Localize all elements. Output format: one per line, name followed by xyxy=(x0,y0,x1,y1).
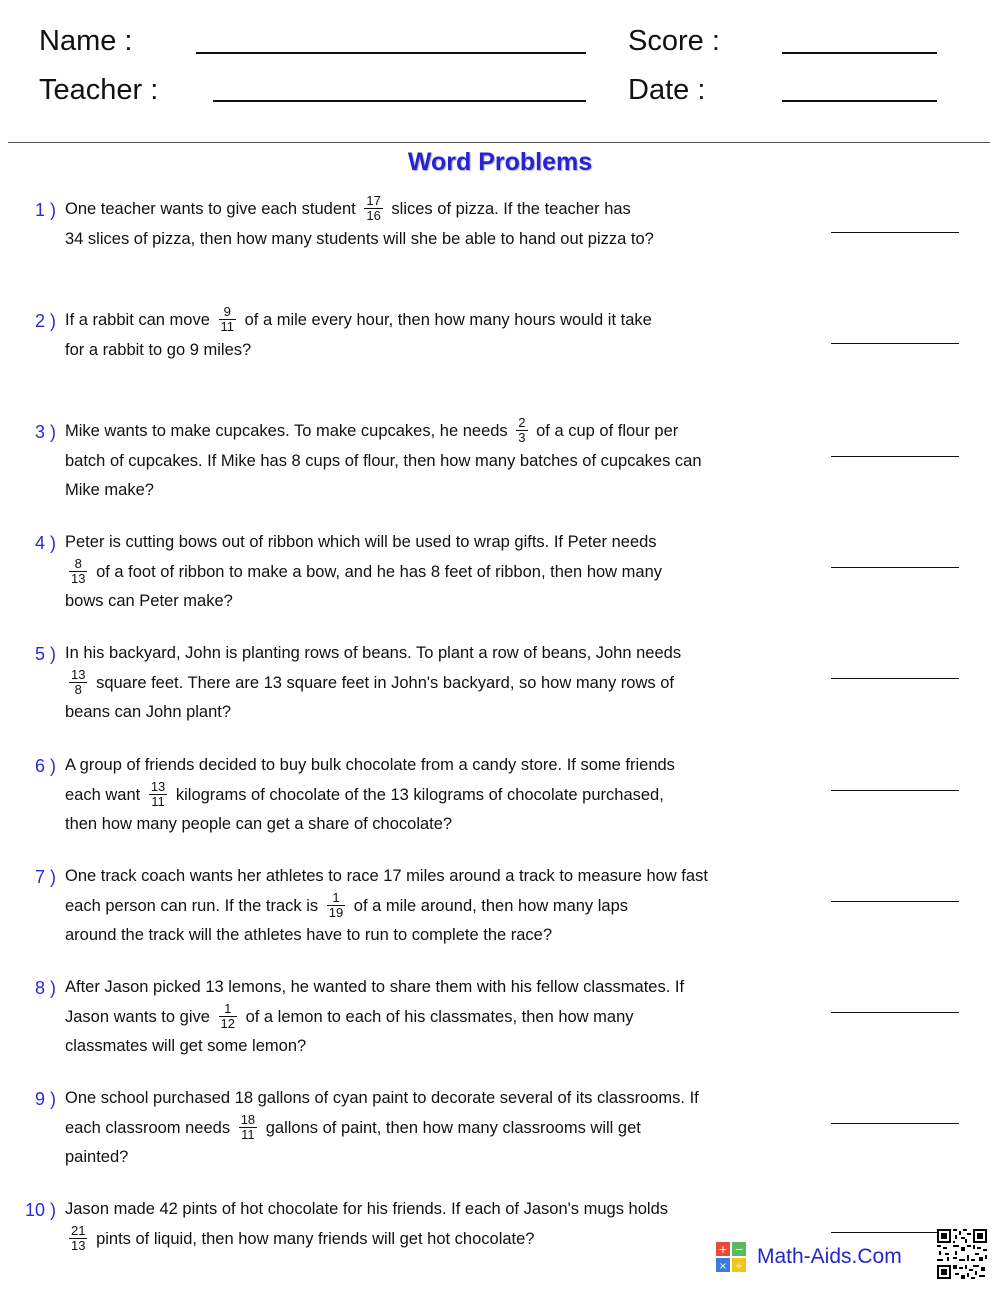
problem-text-line xyxy=(65,336,785,366)
problem-item xyxy=(0,1084,1000,1184)
fraction-numerator: 13 xyxy=(150,778,166,794)
text-segment: classmates will get some lemon? xyxy=(65,1037,307,1056)
text-segment: Mike make? xyxy=(65,481,154,500)
problem-number: 3 ) xyxy=(34,422,56,442)
problem-text xyxy=(65,973,785,1062)
text-segment: Jason wants to give xyxy=(65,1007,210,1026)
problem-text-line xyxy=(65,225,785,255)
fraction-denominator: 16 xyxy=(366,208,381,224)
problem-text xyxy=(65,528,785,617)
answer-blank[interactable] xyxy=(831,232,959,233)
problem-item xyxy=(0,417,1000,517)
page-title: Word Problems xyxy=(407,148,593,176)
fraction xyxy=(239,1113,257,1142)
problem-text xyxy=(65,862,785,951)
text-segment: slices of pizza. If the teacher has xyxy=(391,200,631,218)
text-segment: of a cup of flour per xyxy=(536,422,679,440)
date-label: Date : xyxy=(628,74,706,106)
fraction-denominator: 11 xyxy=(220,319,235,335)
text-segment: Peter is cutting bows out of ribbon which will be used to wrap gifts. If Peter needs xyxy=(65,533,657,551)
fraction-numerator: 21 xyxy=(71,1222,86,1238)
fraction-numerator: 9 xyxy=(219,305,237,320)
fraction-numerator: 2 xyxy=(518,415,526,431)
fraction-denominator: 19 xyxy=(328,904,344,920)
text-segment: painted? xyxy=(65,1148,129,1167)
text-segment: If a rabbit can move xyxy=(65,311,210,329)
problem-number: 2 ) xyxy=(34,311,56,331)
teacher-label: Teacher : xyxy=(39,74,159,106)
text-segment: of a lemon to each of his classmates, then how many xyxy=(245,1007,634,1026)
text-segment: pints of liquid, then how many friends will get hot chocolate? xyxy=(96,1229,535,1248)
answer-blank[interactable] xyxy=(831,567,959,568)
text-segment: One school purchased 18 gallons of cyan paint to decorate several of its classrooms. If xyxy=(65,1089,699,1107)
problem-text-line xyxy=(65,973,785,1003)
problem-text xyxy=(65,195,785,254)
problem-text-line xyxy=(65,666,785,699)
problem-item xyxy=(0,195,1000,295)
fraction-denominator: 3 xyxy=(518,430,526,446)
problem-text-line xyxy=(65,1084,785,1114)
text-segment: kilograms of chocolate of the 13 kilograms of chocolate purchased, xyxy=(175,785,664,804)
text-segment: each want xyxy=(65,785,141,804)
teacher-field[interactable] xyxy=(213,100,586,102)
problem-item xyxy=(0,862,1000,962)
text-segment: Jason made 42 pints of hot chocolate for his friends. If each of Jason's mugs holds xyxy=(65,1200,668,1218)
fraction xyxy=(516,416,527,445)
problem-text-line xyxy=(65,639,785,669)
fraction-denominator: 8 xyxy=(74,681,82,697)
problem-text-line xyxy=(65,1111,785,1144)
problem-text-line xyxy=(65,921,785,951)
answer-blank[interactable] xyxy=(831,901,959,902)
fraction-denominator: 12 xyxy=(220,1015,235,1031)
text-segment: In his backyard, John is planting rows of beans. To plant a row of beans, John needs xyxy=(65,644,682,662)
fraction xyxy=(364,194,382,223)
problem-text-line xyxy=(65,587,785,617)
problem-text xyxy=(65,1084,785,1173)
fraction-numerator: 13 xyxy=(71,666,86,682)
problem-text xyxy=(65,417,785,506)
fraction xyxy=(149,780,167,809)
text-segment: Mike wants to make cupcakes. To make cupcakes, he needs xyxy=(65,422,508,440)
name-field[interactable] xyxy=(196,52,586,54)
fraction xyxy=(327,891,345,920)
svg-text:−: − xyxy=(734,1243,744,1256)
text-segment: One track coach wants her athletes to race 17 miles around a track to measure how fast xyxy=(65,867,708,885)
answer-blank[interactable] xyxy=(831,343,959,344)
problem-text-line xyxy=(65,889,785,922)
fraction xyxy=(219,1002,237,1031)
problem-text-line xyxy=(65,1000,785,1033)
fraction-numerator: 1 xyxy=(327,891,345,906)
text-segment: for a rabbit to go 9 miles? xyxy=(65,340,252,359)
text-segment: gallons of paint, then how many classrooms will get xyxy=(265,1118,641,1137)
text-segment: square feet. There are 13 square feet in John's backyard, so how many rows of xyxy=(96,673,674,692)
fraction-numerator: 1 xyxy=(219,1002,237,1017)
text-segment: of a mile every hour, then how many hours would it take xyxy=(244,311,652,329)
text-segment: After Jason picked 13 lemons, he wanted to share them with his fellow classmates. If xyxy=(65,978,685,996)
name-label: Name : xyxy=(39,25,133,57)
problem-number: 9 ) xyxy=(34,1089,56,1109)
text-segment: batch of cupcakes. If Mike has 8 cups of flour, then how many batches of cupcakes can xyxy=(65,451,702,470)
fraction xyxy=(69,557,87,586)
problem-text-line xyxy=(65,698,785,728)
problem-number: 6 ) xyxy=(34,756,56,776)
problem-number: 5 ) xyxy=(34,644,56,664)
problem-text-line xyxy=(65,810,785,840)
problem-text-line xyxy=(65,751,785,781)
problem-text-line xyxy=(65,447,785,477)
text-segment: 34 slices of pizza, then how many students will she be able to hand out pizza to? xyxy=(65,229,654,248)
math-aids-logo-icon xyxy=(716,1242,746,1272)
fraction-numerator: 17 xyxy=(366,193,381,209)
problem-text-line xyxy=(65,417,785,447)
answer-blank[interactable] xyxy=(831,456,959,457)
qr-code-icon xyxy=(937,1229,987,1279)
fraction xyxy=(219,305,237,334)
answer-blank[interactable] xyxy=(831,1123,959,1124)
answer-blank[interactable] xyxy=(831,790,959,791)
svg-text:+: + xyxy=(718,1243,728,1256)
text-segment: One teacher wants to give each student xyxy=(65,200,356,218)
problem-item xyxy=(0,639,1000,739)
problem-text xyxy=(65,751,785,840)
text-segment: bows can Peter make? xyxy=(65,592,233,611)
problem-text-line xyxy=(65,862,785,892)
problem-number: 10 ) xyxy=(24,1200,56,1220)
fraction-denominator: 11 xyxy=(241,1126,255,1142)
footer-brand: Math-Aids.Com xyxy=(757,1245,902,1268)
problem-number: 1 ) xyxy=(34,200,56,220)
fraction-denominator: 13 xyxy=(71,570,86,586)
problem-text-line xyxy=(65,1032,785,1062)
problem-number: 7 ) xyxy=(34,867,56,887)
text-segment: then how many people can get a share of chocolate? xyxy=(65,815,453,834)
text-segment: A group of friends decided to buy bulk chocolate from a candy store. If some friends xyxy=(65,756,675,774)
problem-item xyxy=(0,306,1000,406)
problem-number: 8 ) xyxy=(34,978,56,998)
problem-text-line xyxy=(65,555,785,588)
problem-text-line xyxy=(65,528,785,558)
fraction-denominator: 11 xyxy=(151,793,165,809)
text-segment: of a foot of ribbon to make a bow, and he has 8 feet of ribbon, then how many xyxy=(96,562,663,581)
problem-number: 4 ) xyxy=(34,533,56,553)
header-divider xyxy=(8,142,990,143)
problem-text-line xyxy=(65,1143,785,1173)
problem-text-line xyxy=(65,1222,785,1255)
problem-item xyxy=(0,528,1000,628)
problem-text-line xyxy=(65,195,785,225)
fraction-denominator: 13 xyxy=(71,1237,86,1253)
text-segment: each classroom needs xyxy=(65,1118,231,1137)
text-segment: beans can John plant? xyxy=(65,703,232,722)
score-field[interactable] xyxy=(782,52,937,54)
problem-text xyxy=(65,639,785,728)
problem-text xyxy=(65,1195,785,1254)
svg-text:×: × xyxy=(718,1261,728,1272)
fraction-numerator: 18 xyxy=(240,1111,256,1127)
problem-item xyxy=(0,973,1000,1073)
fraction xyxy=(69,668,87,697)
answer-blank[interactable] xyxy=(831,678,959,679)
svg-text:÷: ÷ xyxy=(734,1261,744,1272)
score-label: Score : xyxy=(628,25,720,57)
date-field[interactable] xyxy=(782,100,937,102)
problem-text-line xyxy=(65,476,785,506)
problem-text-line xyxy=(65,306,785,336)
text-segment: of a mile around, then how many laps xyxy=(353,896,629,915)
problem-text xyxy=(65,306,785,365)
text-segment: around the track will the athletes have to run to complete the race? xyxy=(65,926,553,945)
answer-blank[interactable] xyxy=(831,1012,959,1013)
fraction-numerator: 8 xyxy=(69,557,87,572)
fraction xyxy=(69,1224,87,1253)
problem-text-line xyxy=(65,778,785,811)
problem-item xyxy=(0,751,1000,851)
text-segment: each person can run. If the track is xyxy=(65,896,319,915)
problem-text-line xyxy=(65,1195,785,1225)
